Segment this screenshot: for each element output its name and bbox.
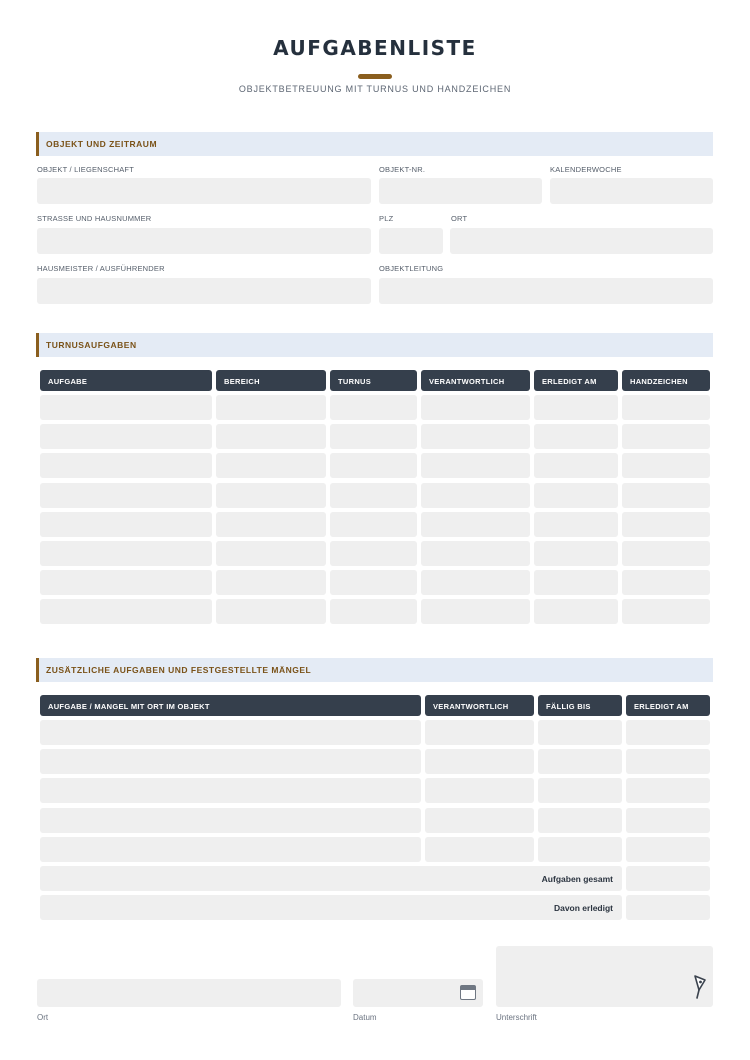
column-header-faellig-bis: FÄLLIG BIS [538,695,622,716]
page-header [0,36,750,94]
turnus-table-cell[interactable] [330,541,417,566]
turnus-table-cell[interactable] [216,599,326,624]
maengel-table-cell[interactable] [538,837,622,862]
turnus-table-cell[interactable] [40,453,212,478]
section-header-objekt [36,132,713,156]
objekt-nr-field[interactable] [379,178,542,204]
column-header-aufgabe-mangel: AUFGABE / MANGEL MIT ORT IM OBJEKT [40,695,421,716]
hausmeister-field[interactable] [37,278,371,304]
turnus-table-cell[interactable] [534,570,618,595]
turnus-table-cell[interactable] [330,483,417,508]
label-objekt: OBJEKT / LIEGENSCHAFT [37,165,134,174]
label-strasse: STRASSE UND HAUSNUMMER [37,214,152,223]
strasse-field[interactable] [37,228,371,254]
kalenderwoche-field[interactable] [550,178,713,204]
turnus-table-cell[interactable] [622,512,710,537]
turnus-table-cell[interactable] [622,424,710,449]
pen-icon [692,974,708,1000]
turnus-table-cell[interactable] [534,453,618,478]
turnus-table-cell[interactable] [622,541,710,566]
column-header-turnus: TURNUS [330,370,417,391]
turnus-table-cell[interactable] [40,570,212,595]
turnus-table-cell[interactable] [40,395,212,420]
summary-done-field[interactable] [626,895,710,920]
turnus-table-cell[interactable] [534,599,618,624]
turnus-table-cell[interactable] [421,541,530,566]
ort-caption: Ort [37,1013,49,1022]
page-subtitle: OBJEKTBETREUUNG MIT TURNUS UND HANDZEICHEN [238,84,512,94]
turnus-table-cell[interactable] [622,599,710,624]
turnus-table-cell[interactable] [216,512,326,537]
maengel-table-cell[interactable] [40,778,421,803]
maengel-table-cell[interactable] [538,749,622,774]
section-header-turnus [36,333,713,357]
column-header-handzeichen: HANDZEICHEN [622,370,710,391]
turnus-table-cell[interactable] [421,483,530,508]
maengel-table-cell[interactable] [626,837,710,862]
turnus-table-cell[interactable] [421,599,530,624]
maengel-table-cell[interactable] [626,778,710,803]
turnus-table-cell[interactable] [216,453,326,478]
turnus-table-cell[interactable] [622,395,710,420]
column-header-aufgabe: AUFGABE [40,370,212,391]
section-title: TURNUSAUFGABEN [46,340,137,350]
objekt-field[interactable] [37,178,371,204]
label-objektleitung: OBJEKTLEITUNG [379,264,444,273]
turnus-table-cell[interactable] [330,395,417,420]
datum-caption: Datum [353,1013,377,1022]
maengel-table-cell[interactable] [425,749,534,774]
column-header-verantwortlich: VERANTWORTLICH [421,370,530,391]
plz-field[interactable] [379,228,443,254]
turnus-table-cell[interactable] [216,541,326,566]
section-title: OBJEKT UND ZEITRAUM [46,139,158,149]
ort-signature-field[interactable] [37,979,341,1007]
calendar-icon[interactable] [460,985,476,1000]
summary-done-label: Davon erledigt [40,895,622,920]
column-header-bereich: BEREICH [216,370,326,391]
turnus-table-cell[interactable] [216,483,326,508]
maengel-table-cell[interactable] [626,720,710,745]
ort-field[interactable] [450,228,713,254]
turnus-table-cell[interactable] [40,512,212,537]
turnus-table-cell[interactable] [421,395,530,420]
maengel-table-cell[interactable] [425,720,534,745]
maengel-table-cell[interactable] [538,720,622,745]
maengel-table-cell[interactable] [40,749,421,774]
turnus-table-cell[interactable] [534,512,618,537]
maengel-table-cell[interactable] [425,837,534,862]
turnus-table-cell[interactable] [421,512,530,537]
column-header-erledigt-am: ERLEDIGT AM [626,695,710,716]
turnus-table-cell[interactable] [40,424,212,449]
maengel-table-cell[interactable] [425,808,534,833]
turnus-table-cell[interactable] [216,395,326,420]
section-header-maengel [36,658,713,682]
turnus-table-cell[interactable] [622,453,710,478]
label-plz: PLZ [379,214,394,223]
label-objekt-nr: OBJEKT-NR. [379,165,426,174]
column-header-verantwortlich: VERANTWORTLICH [425,695,534,716]
section-title: ZUSÄTZLICHE AUFGABEN UND FESTGESTELLTE MÄNGEL [46,665,312,675]
turnus-table-cell[interactable] [622,570,710,595]
turnus-table-cell[interactable] [330,424,417,449]
turnus-table-cell[interactable] [216,424,326,449]
summary-total-label: Aufgaben gesamt [40,866,622,891]
turnus-table-cell[interactable] [534,395,618,420]
turnus-table-cell[interactable] [330,570,417,595]
signature-field[interactable] [496,946,713,1007]
turnus-table-cell[interactable] [40,483,212,508]
maengel-table-cell[interactable] [40,837,421,862]
turnus-table-cell[interactable] [622,483,710,508]
unterschrift-caption: Unterschrift [496,1013,537,1022]
turnus-table-cell[interactable] [534,424,618,449]
maengel-table-cell[interactable] [40,808,421,833]
turnus-table-cell[interactable] [330,599,417,624]
label-hausmeister: HAUSMEISTER / AUSFÜHRENDER [37,264,165,273]
maengel-table-cell[interactable] [626,808,710,833]
turnus-table-cell[interactable] [534,483,618,508]
maengel-table-cell[interactable] [538,778,622,803]
label-kalenderwoche: KALENDERWOCHE [550,165,622,174]
turnus-table-cell[interactable] [421,424,530,449]
objektleitung-field[interactable] [379,278,713,304]
turnus-table-cell[interactable] [216,570,326,595]
turnus-table-cell[interactable] [40,599,212,624]
column-header-erledigt-am: ERLEDIGT AM [534,370,618,391]
turnus-table-cell[interactable] [330,453,417,478]
turnus-table-cell[interactable] [421,570,530,595]
label-ort: ORT [451,214,468,223]
summary-total-field[interactable] [626,866,710,891]
title-accent-bar [358,74,392,79]
turnus-table-cell[interactable] [421,453,530,478]
maengel-table-cell[interactable] [40,720,421,745]
maengel-table-cell[interactable] [425,778,534,803]
maengel-table-cell[interactable] [538,808,622,833]
turnus-table-cell[interactable] [330,512,417,537]
turnus-table-cell[interactable] [40,541,212,566]
maengel-table-cell[interactable] [626,749,710,774]
turnus-table-cell[interactable] [534,541,618,566]
page-title: AUFGABENLISTE [273,36,477,60]
